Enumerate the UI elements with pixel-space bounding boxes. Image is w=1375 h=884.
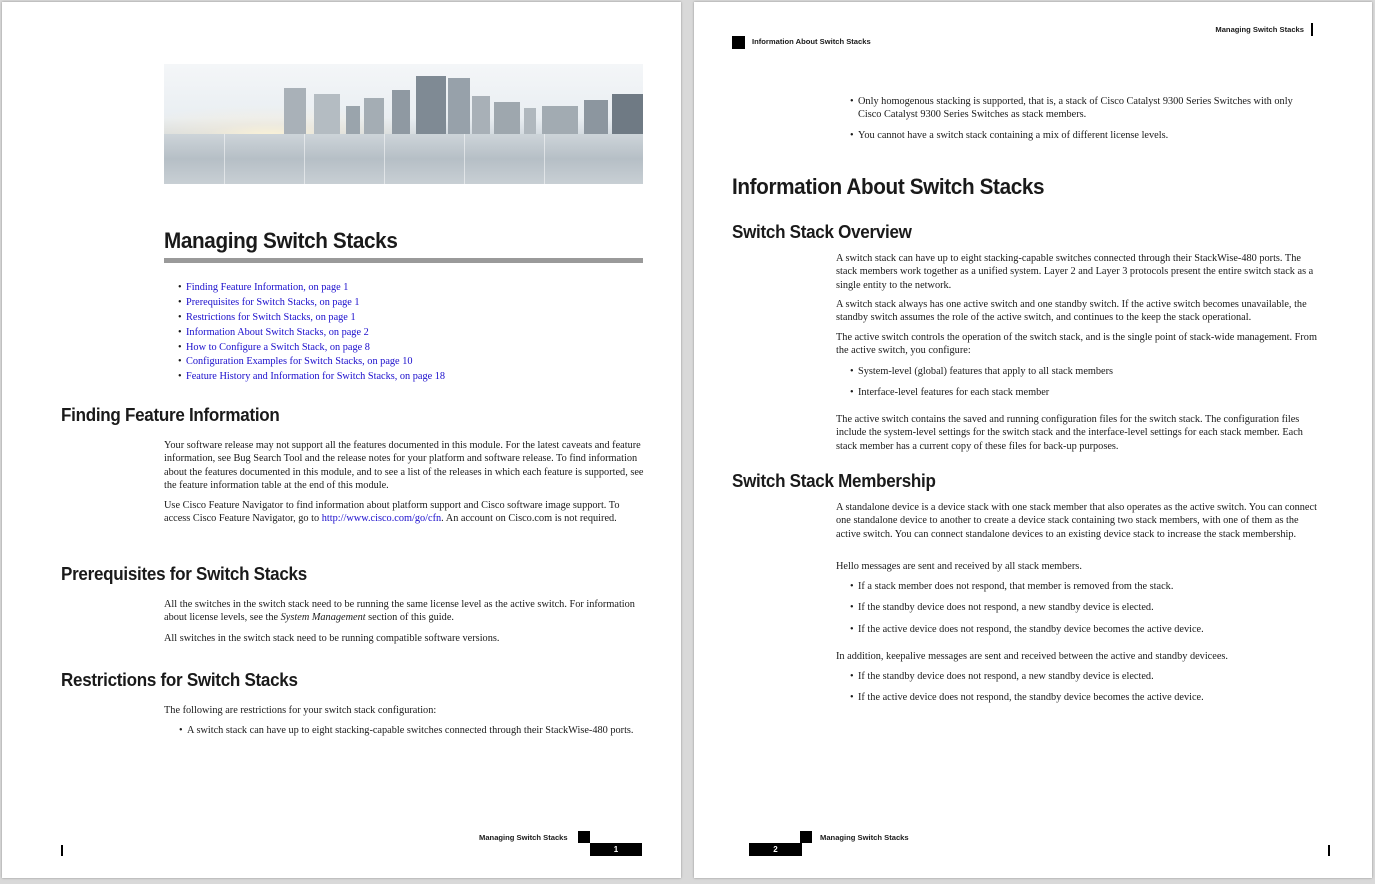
overview-paragraph-1: A switch stack can have up to eight stacking-capable switches connected through their StackWise-480 ports. The stack members work together as a unified system. Layer 2 and Layer 3 protocols present the entire switch stack as a single entity to the network. xyxy=(836,253,1314,291)
hello-bullets xyxy=(850,580,1310,636)
subsection-heading-membership: Switch Stack Membership xyxy=(732,470,936,491)
restrict-bullets xyxy=(179,724,641,737)
keepalive-bullets xyxy=(850,670,1310,705)
list-item: • If the active device does not respond, the standby device becomes the active device. xyxy=(850,623,1310,636)
list-item: • Only homogenous stacking is supported, that is, a stack of Cisco Catalyst 9300 Series Switches with only Cisco Catalyst 9300 Series Switches as stack members. xyxy=(850,95,1310,122)
footer-left-tick xyxy=(61,845,63,856)
footer-marker-square xyxy=(800,831,812,843)
page-title: Managing Switch Stacks xyxy=(164,228,398,253)
overview-paragraph-2: A switch stack always has one active switch and one standby switch. If the active switch becomes unavailable, the standby switch assumes the role of the active switch, and continues to the keep the stack operational. xyxy=(836,299,1307,324)
overview-bullets xyxy=(850,365,1310,399)
toc-item[interactable]: • Information About Switch Stacks, on page 2 xyxy=(178,326,638,339)
footer-page-number: 1 xyxy=(590,843,642,856)
footer-right-tick xyxy=(1328,845,1330,856)
header-marker-square xyxy=(732,36,745,49)
title-rule xyxy=(164,258,643,263)
overview-paragraph-3: The active switch controls the operation of the switch stack, and is the single point of stack-wide management. From the active switch, you configure: xyxy=(836,332,1317,357)
list-item: • If the active device does not respond, the standby device becomes the active device. xyxy=(850,691,1310,704)
toc-item[interactable]: • Prerequisites for Switch Stacks, on page 1 xyxy=(178,296,638,309)
prereq-paragraph-1: All the switches in the switch stack need to be running the same license level as the active switch. For information about license levels, see the System Management section of this guide. xyxy=(164,599,635,624)
list-item: • A switch stack can have up to eight stacking-capable switches connected through their StackWise-480 ports. xyxy=(179,724,641,737)
list-item: • Interface-level features for each stack member xyxy=(850,386,1310,399)
subsection-heading-overview: Switch Stack Overview xyxy=(732,221,912,242)
toc-item[interactable]: • Finding Feature Information, on page 1 xyxy=(178,281,638,294)
toc-item[interactable]: • Feature History and Information for Switch Stacks, on page 18 xyxy=(178,370,638,383)
toc-list xyxy=(178,281,638,384)
list-item: • You cannot have a switch stack containing a mix of different license levels. xyxy=(850,129,1310,142)
section-heading-info: Information About Switch Stacks xyxy=(732,174,1045,199)
footer-title: Managing Switch Stacks xyxy=(820,833,909,842)
cisco-feature-navigator-link[interactable]: http://www.cisco.com/go/cfn xyxy=(321,513,442,525)
list-item: • System-level (global) features that apply to all stack members xyxy=(850,365,1310,378)
document-page-2 xyxy=(694,2,1372,878)
list-item: • If a stack member does not respond, that member is removed from the stack. xyxy=(850,580,1310,593)
finding-paragraph-1: Your software release may not support all the features documented in this module. For the latest caveats and feature information, see Bug Search Tool and the release notes for your platform and software release. To find information about the features documented in this module, and to see a list of the releases in which each feature is supported, see the feature information table at the end of this module. xyxy=(164,440,644,491)
header-right-tick xyxy=(1311,23,1313,36)
document-page-1 xyxy=(2,2,681,878)
section-heading-prerequisites: Prerequisites for Switch Stacks xyxy=(61,563,307,584)
toc-item[interactable]: • How to Configure a Switch Stack, on page 8 xyxy=(178,341,638,354)
footer-marker-square xyxy=(578,831,590,843)
section-heading-finding-feature: Finding Feature Information xyxy=(61,404,280,425)
membership-paragraph-1: A standalone device is a device stack with one stack member that also operates as the active switch. You can connect one standalone device to another to create a device stack containing two stack members, with one of them as the active switch. You can connect standalone devices to an existing device stack to increase the stack membership. xyxy=(836,502,1317,540)
restrict-paragraph-1: The following are restrictions for your switch stack configuration: xyxy=(164,705,437,716)
footer-title: Managing Switch Stacks xyxy=(479,833,568,842)
header-section-title: Information About Switch Stacks xyxy=(752,37,871,46)
overview-paragraph-4: The active switch contains the saved and running configuration files for the switch stack. The configuration files include the system-level settings for the switch stack and the interface-level settings for each stack member. Each stack member has a current copy of these files for back-up purposes. xyxy=(836,414,1303,452)
city-skyline-banner-image xyxy=(164,64,643,184)
prereq-paragraph-2: All switches in the switch stack need to be running compatible software versions. xyxy=(164,633,500,644)
membership-paragraph-3: In addition, keepalive messages are sent and received between the active and standby devicees. xyxy=(836,651,1228,662)
section-heading-restrictions: Restrictions for Switch Stacks xyxy=(61,669,298,690)
top-bullets xyxy=(850,95,1310,142)
list-item: • If the standby device does not respond, a new standby device is elected. xyxy=(850,601,1310,614)
list-item: • If the standby device does not respond, a new standby device is elected. xyxy=(850,670,1310,683)
header-doc-title: Managing Switch Stacks xyxy=(1215,25,1304,34)
membership-paragraph-2: Hello messages are sent and received by all stack members. xyxy=(836,561,1082,572)
toc-item[interactable]: • Configuration Examples for Switch Stacks, on page 10 xyxy=(178,355,638,368)
toc-item[interactable]: • Restrictions for Switch Stacks, on page 1 xyxy=(178,311,638,324)
footer-page-number: 2 xyxy=(749,843,802,856)
finding-paragraph-2: Use Cisco Feature Navigator to find information about platform support and Cisco software image support. To access Cisco Feature Navigator, go to http://www.cisco.com/go/cfn. An account on Cisco.com is not required. xyxy=(164,500,620,525)
